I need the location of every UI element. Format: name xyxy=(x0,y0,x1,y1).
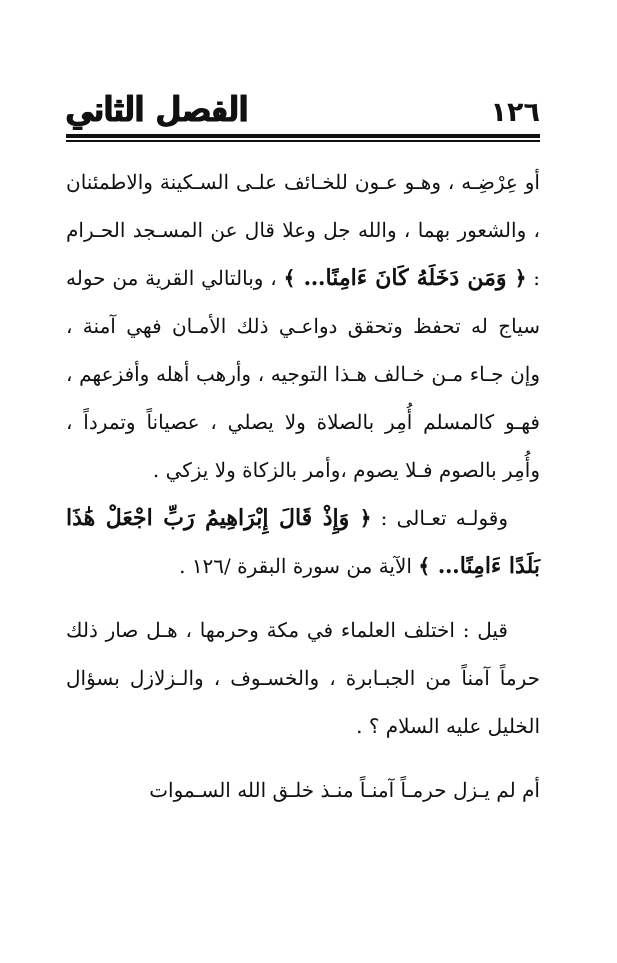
paragraph-4: أم لم يـزل حرمـاً آمنـاً منـذ خلـق الله السـموات xyxy=(149,778,540,802)
chapter-title: الفصل الثاني xyxy=(66,90,249,130)
header-rule-thin xyxy=(66,140,540,142)
paragraph-2-text-a: وقولـه تعـالى : xyxy=(371,506,508,530)
quran-verse-1: وَمَن دَخَلَهُ كَانَ ءَامِنًا… xyxy=(295,265,515,291)
quran-open-bracket: ﴿ xyxy=(359,506,372,530)
header-rule-thick xyxy=(66,134,540,138)
paragraph-1-text-b: ، وبالتالي القرية من حوله سياج له تحفظ وتحقق دواعـي ذلك الأمـان فهي آمنة ، وإن جـاء مـن خـالف هـذا التوجيه ، وأرهب أهله وأفزعهم ، فهـو كالمسلم أُمِر بالصلاة ولا يصلي ، عصياناً وتمرداً ، وأُمِر بالصوم فـلا يصوم ،وأمر بالزكاة ولا يزكي . xyxy=(66,266,540,482)
quran-close-bracket: ﴾ xyxy=(283,266,296,290)
paragraph-2-text-b: الآية من سورة البقرة /١٢٦ . xyxy=(179,554,419,578)
page-number: ١٢٦ xyxy=(490,97,540,128)
quran-open-bracket: ﴿ xyxy=(514,266,527,290)
body-text xyxy=(66,158,540,814)
paragraph-1 xyxy=(66,158,540,494)
quran-close-bracket: ﴾ xyxy=(418,554,431,578)
paragraph-2 xyxy=(66,494,540,590)
page-header xyxy=(66,78,540,130)
paragraph-1-text-a: أو عِرْضِـه ، وهـو عـون للخـائف علـى السـكينة والاطمئنان ، والشعور بهما ، والله جل وعلا قال عن المسـجد الحـرام : xyxy=(66,170,541,290)
quran-verse-2: وَإِذْ قَالَ إِبْرَاهِيمُ رَبِّ اجْعَلْ هَٰذَا بَلَدًا ءَامِنًا… xyxy=(66,505,540,579)
paragraph-3: قيل : اختلف العلماء في مكة وحرمها ، هـل صار ذلك حرماً آمناً من الجبـابرة ، والخسـوف ، والـزلازل بسؤال الخليل عليه السلام ؟ . xyxy=(66,618,540,738)
